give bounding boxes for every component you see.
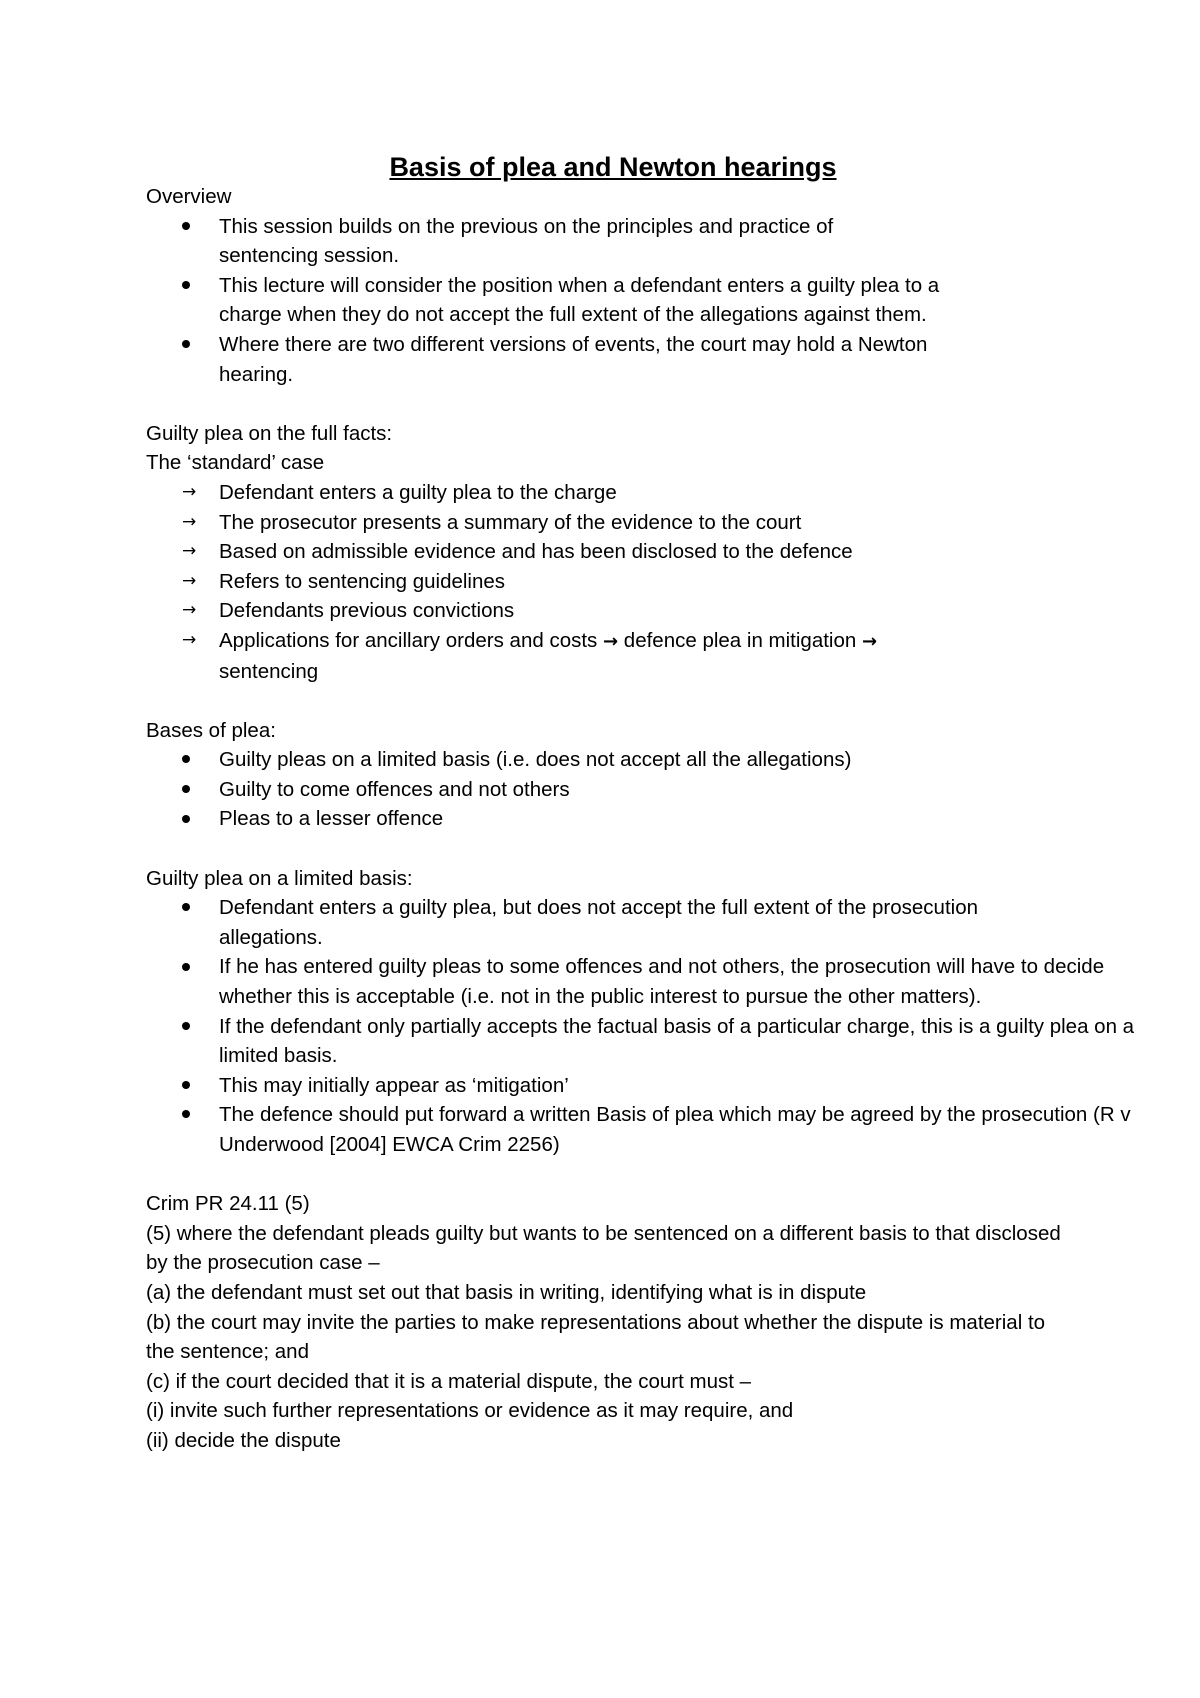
list-item-text: Defendant enters a guilty plea, but does not accept the full extent of the prosecution allegations. xyxy=(219,896,979,949)
list-item xyxy=(146,567,1076,597)
arrow-right-icon: → xyxy=(182,481,197,502)
bullet-icon xyxy=(182,745,212,775)
list-item xyxy=(146,893,1009,952)
list-item-text: Based on admissible evidence and has been disclosed to the defence xyxy=(219,540,853,564)
bold-arrow-icon: → xyxy=(862,630,878,652)
list-item xyxy=(146,330,939,389)
spacer xyxy=(146,686,1076,716)
full-facts-list xyxy=(146,478,1076,686)
list-item-text: Defendants previous convictions xyxy=(219,599,515,623)
bullet-icon xyxy=(182,893,212,923)
list-item-text: Guilty to come offences and not others xyxy=(219,777,570,801)
crim-pr-line: (i) invite such further representations or evidence as it may require, and xyxy=(146,1399,794,1423)
crim-pr-line: (b) the court may invite the parties to make representations about whether the dispute is material to the sentence; and xyxy=(146,1310,1046,1364)
overview-list xyxy=(146,212,1076,390)
bullet-icon xyxy=(182,1071,212,1101)
overview-heading: Overview xyxy=(146,185,232,208)
list-item xyxy=(146,508,1076,538)
list-item xyxy=(146,1071,1076,1101)
limited-basis-list xyxy=(146,893,1135,1159)
bullet-icon xyxy=(182,212,212,242)
list-item xyxy=(146,271,979,330)
spacer xyxy=(146,834,1076,864)
arrow-right-icon: → xyxy=(182,629,197,650)
bullet-icon xyxy=(182,330,212,360)
list-item xyxy=(146,537,1076,567)
list-item xyxy=(146,804,1076,834)
list-item-text: Pleas to a lesser offence xyxy=(219,807,444,831)
list-item-text: The defence should put forward a written Basis of plea which may be agreed by the prosecution (R v Underwood [2004] EWCA Crim 2256) xyxy=(219,1103,1131,1156)
list-item-text: Where there are two different versions of events, the court may hold a Newton hearing. xyxy=(219,332,928,386)
crim-pr-line: (a) the defendant must set out that basis in writing, identifying what is in dispute xyxy=(146,1280,867,1304)
arrow-right-icon: → xyxy=(182,511,197,532)
list-item xyxy=(146,478,1076,508)
bullet-icon xyxy=(182,775,212,805)
bases-of-plea-heading: Bases of plea: xyxy=(146,718,276,742)
arrow-right-icon: → xyxy=(182,541,197,562)
list-item xyxy=(146,745,1076,775)
arrow-right-icon: → xyxy=(182,570,197,591)
page-title: Basis of plea and Newton hearings xyxy=(389,152,837,182)
document-body xyxy=(146,148,1135,1456)
bullet-icon xyxy=(182,804,212,834)
list-item-text: This session builds on the previous on the principles and practice of sentencing session. xyxy=(219,214,834,268)
bullet-icon xyxy=(182,1012,212,1042)
list-item-text-part: defence plea in mitigation xyxy=(623,628,857,652)
bold-arrow-icon: → xyxy=(603,630,619,652)
bullet-icon xyxy=(182,271,212,301)
list-item-text: Defendant enters a guilty plea to the charge xyxy=(219,480,617,504)
list-item-text: This lecture will consider the position when a defendant enters a guilty plea to a charge when they do not accept the full extent of the allegations against them. xyxy=(219,273,940,327)
crim-pr-line: (c) if the court decided that it is a material dispute, the court must – xyxy=(146,1369,752,1393)
list-item-text-part: sentencing xyxy=(219,659,319,683)
crim-pr-heading: Crim PR 24.11 (5) xyxy=(146,1192,310,1216)
list-item xyxy=(146,775,1076,805)
list-item xyxy=(146,626,979,686)
crim-pr-line: (ii) decide the dispute xyxy=(146,1428,341,1452)
spacer xyxy=(146,389,1076,419)
limited-basis-heading: Guilty plea on a limited basis: xyxy=(146,866,413,890)
crim-pr-line: (5) where the defendant pleads guilty but wants to be sentenced on a different basis to that disclosed by the prosecution case – xyxy=(146,1221,1061,1275)
list-item xyxy=(146,1100,1144,1159)
list-item-text: Refers to sentencing guidelines xyxy=(219,569,506,593)
standard-case-subheading: The ‘standard’ case xyxy=(146,451,325,475)
list-item xyxy=(146,596,1076,626)
list-item-text: This may initially appear as ‘mitigation’ xyxy=(219,1073,569,1097)
list-item-text: The prosecutor presents a summary of the evidence to the court xyxy=(219,510,802,534)
list-item-text-part: Applications for ancillary orders and costs xyxy=(219,628,598,652)
bullet-icon xyxy=(182,952,212,982)
arrow-right-icon: → xyxy=(182,600,197,621)
list-item xyxy=(146,212,839,271)
spacer xyxy=(146,1160,1076,1190)
bullet-icon xyxy=(182,1100,212,1130)
list-item xyxy=(146,952,1144,1011)
list-item-text: If he has entered guilty pleas to some offences and not others, the prosecution will have to decide whether this is acceptable (i.e. not in the public interest to pursue the other matters). xyxy=(219,955,1105,1009)
list-item-text: Guilty pleas on a limited basis (i.e. does not accept all the allegations) xyxy=(219,748,852,772)
full-facts-heading: Guilty plea on the full facts: xyxy=(146,421,393,445)
list-item xyxy=(146,1012,1144,1071)
list-item-text: If the defendant only partially accepts the factual basis of a particular charge, this is a guilty plea on a limited basis. xyxy=(219,1014,1135,1068)
bases-of-plea-list xyxy=(146,745,1076,834)
